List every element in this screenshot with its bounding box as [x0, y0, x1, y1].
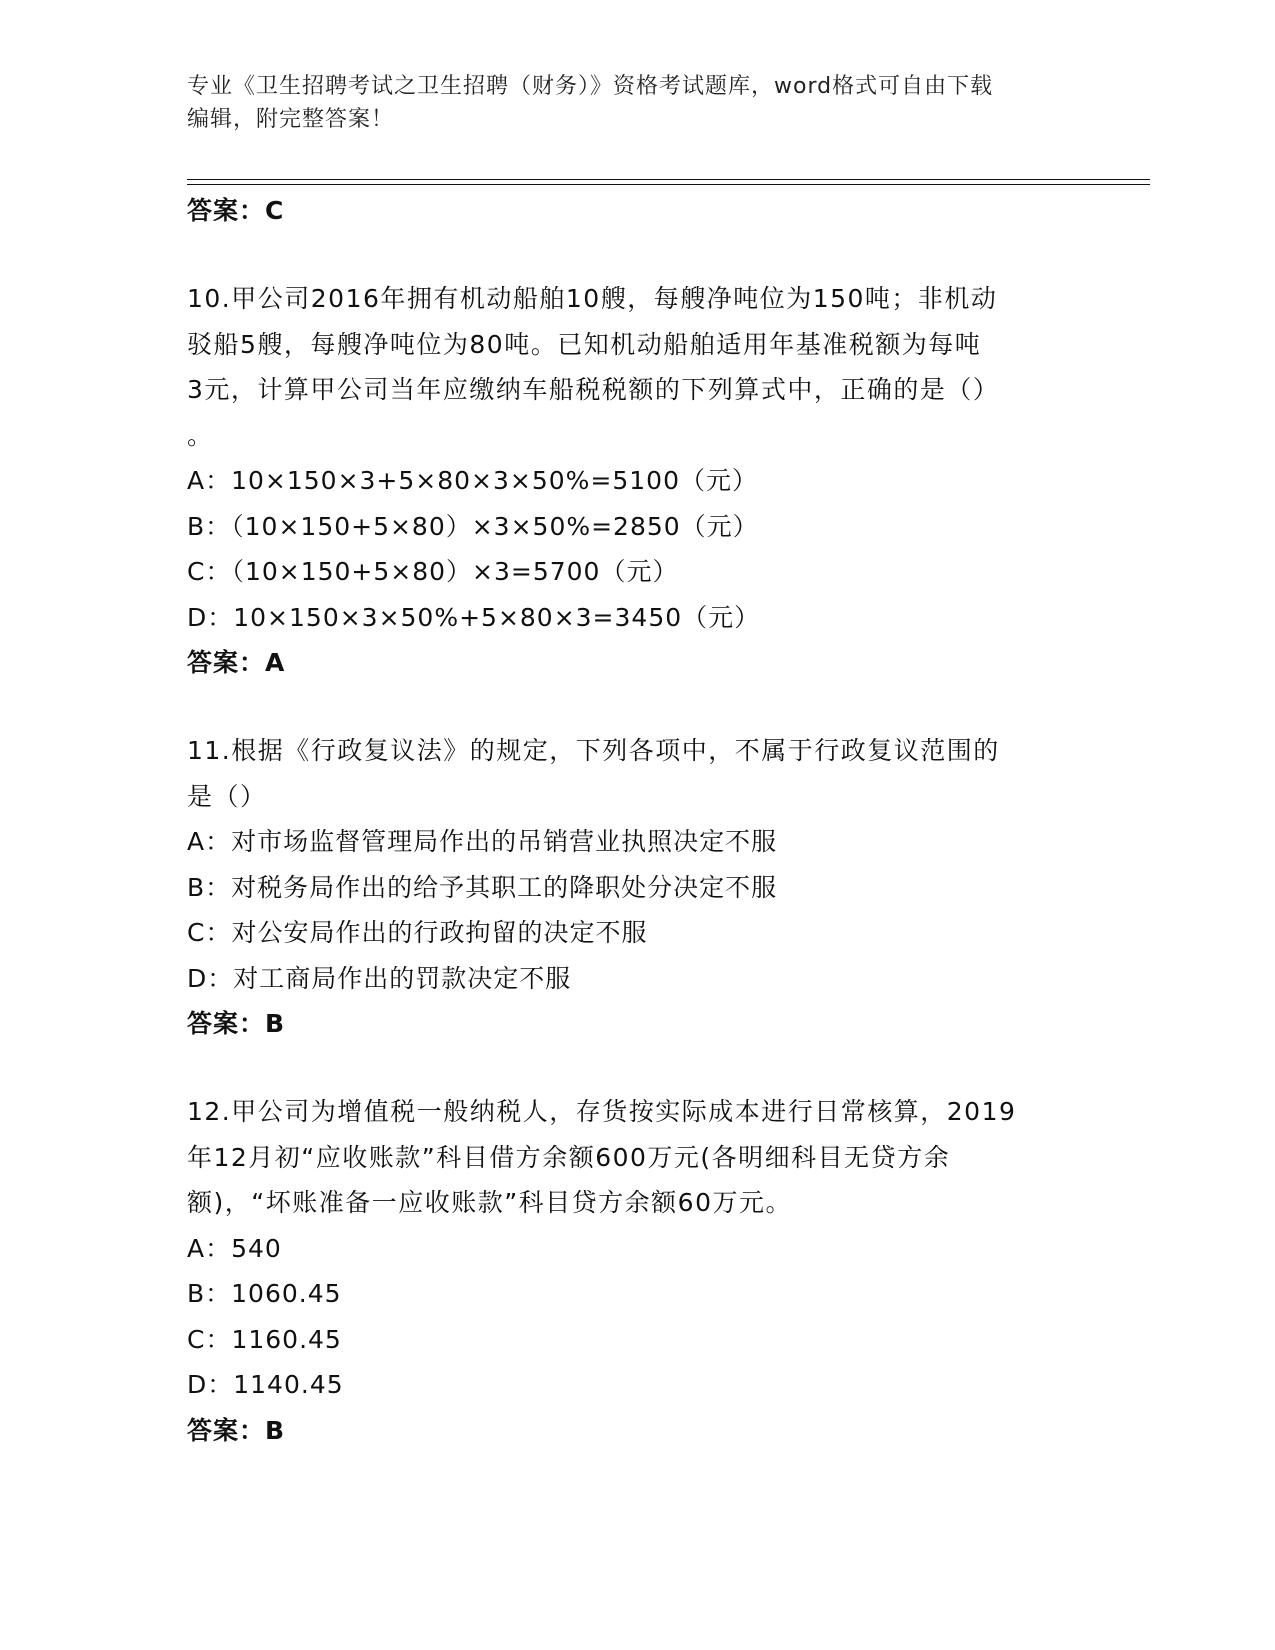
option-d: D：1140.45 — [187, 1370, 344, 1399]
question-line: 12.甲公司为增值税一般纳税人，存货按实际成本进行日常核算，2019 — [187, 1097, 1017, 1126]
question-block — [187, 1089, 1087, 1454]
answer-line: 答案：C — [187, 196, 285, 225]
option-d: D：对工商局作出的罚款决定不服 — [187, 963, 572, 993]
header-line-1: 专业《卫生招聘考试之卫生招聘（财务）》资格考试题库，word格式可自由下载 — [187, 74, 994, 99]
header-divider-top — [187, 179, 1150, 180]
question-line: 驳船5艘，每艘净吨位为80吨。已知机动船舶适用年基准税额为每吨 — [187, 329, 982, 359]
option-b: B：1060.45 — [187, 1279, 342, 1308]
option-c: C：（10×150+5×80）×3=5700（元） — [187, 557, 679, 586]
option-b: B：（10×150+5×80）×3×50%=2850（元） — [187, 511, 759, 541]
option-c: C：对公安局作出的行政拘留的决定不服 — [187, 918, 648, 947]
option-a: A：10×150×3+5×80×3×50%=5100（元） — [187, 466, 758, 495]
question-line: 额)，“坏账准备一应收账款”科目贷方余额60万元。 — [187, 1188, 792, 1217]
question-block — [187, 728, 1087, 1047]
header-divider-bottom — [187, 184, 1150, 185]
option-c: C：1160.45 — [187, 1324, 342, 1354]
question-line: 年12月初“应收账款”科目借方余额600万元(各明细科目无贷方余 — [187, 1142, 951, 1172]
answer-line: 答案：B — [187, 1415, 286, 1445]
option-d: D：10×150×3×50%+5×80×3=3450（元） — [187, 602, 761, 632]
option-a: A：540 — [187, 1233, 282, 1263]
question-line: 10.甲公司2016年拥有机动船舶10艘，每艘净吨位为150吨；非机动 — [187, 284, 998, 313]
answer-line: 答案：A — [187, 648, 286, 677]
header-line-2: 编辑，附完整答案！ — [187, 107, 395, 132]
option-a: A：对市场监督管理局作出的吊销营业执照决定不服 — [187, 827, 778, 856]
document-body — [187, 188, 1087, 1454]
question-line: 3元，计算甲公司当年应缴纳车船税税额的下列算式中，正确的是（） — [187, 375, 1000, 404]
question-line: 。 — [187, 420, 214, 450]
option-b: B：对税务局作出的给予其职工的降职处分决定不服 — [187, 872, 778, 902]
question-line: 11.根据《行政复议法》的规定，下列各项中，不属于行政复议范围的 — [187, 736, 1000, 765]
answer-line: 答案：B — [187, 1009, 286, 1038]
question-block — [187, 276, 1087, 686]
question-line: 是（） — [187, 781, 267, 811]
page-header — [187, 70, 1087, 136]
